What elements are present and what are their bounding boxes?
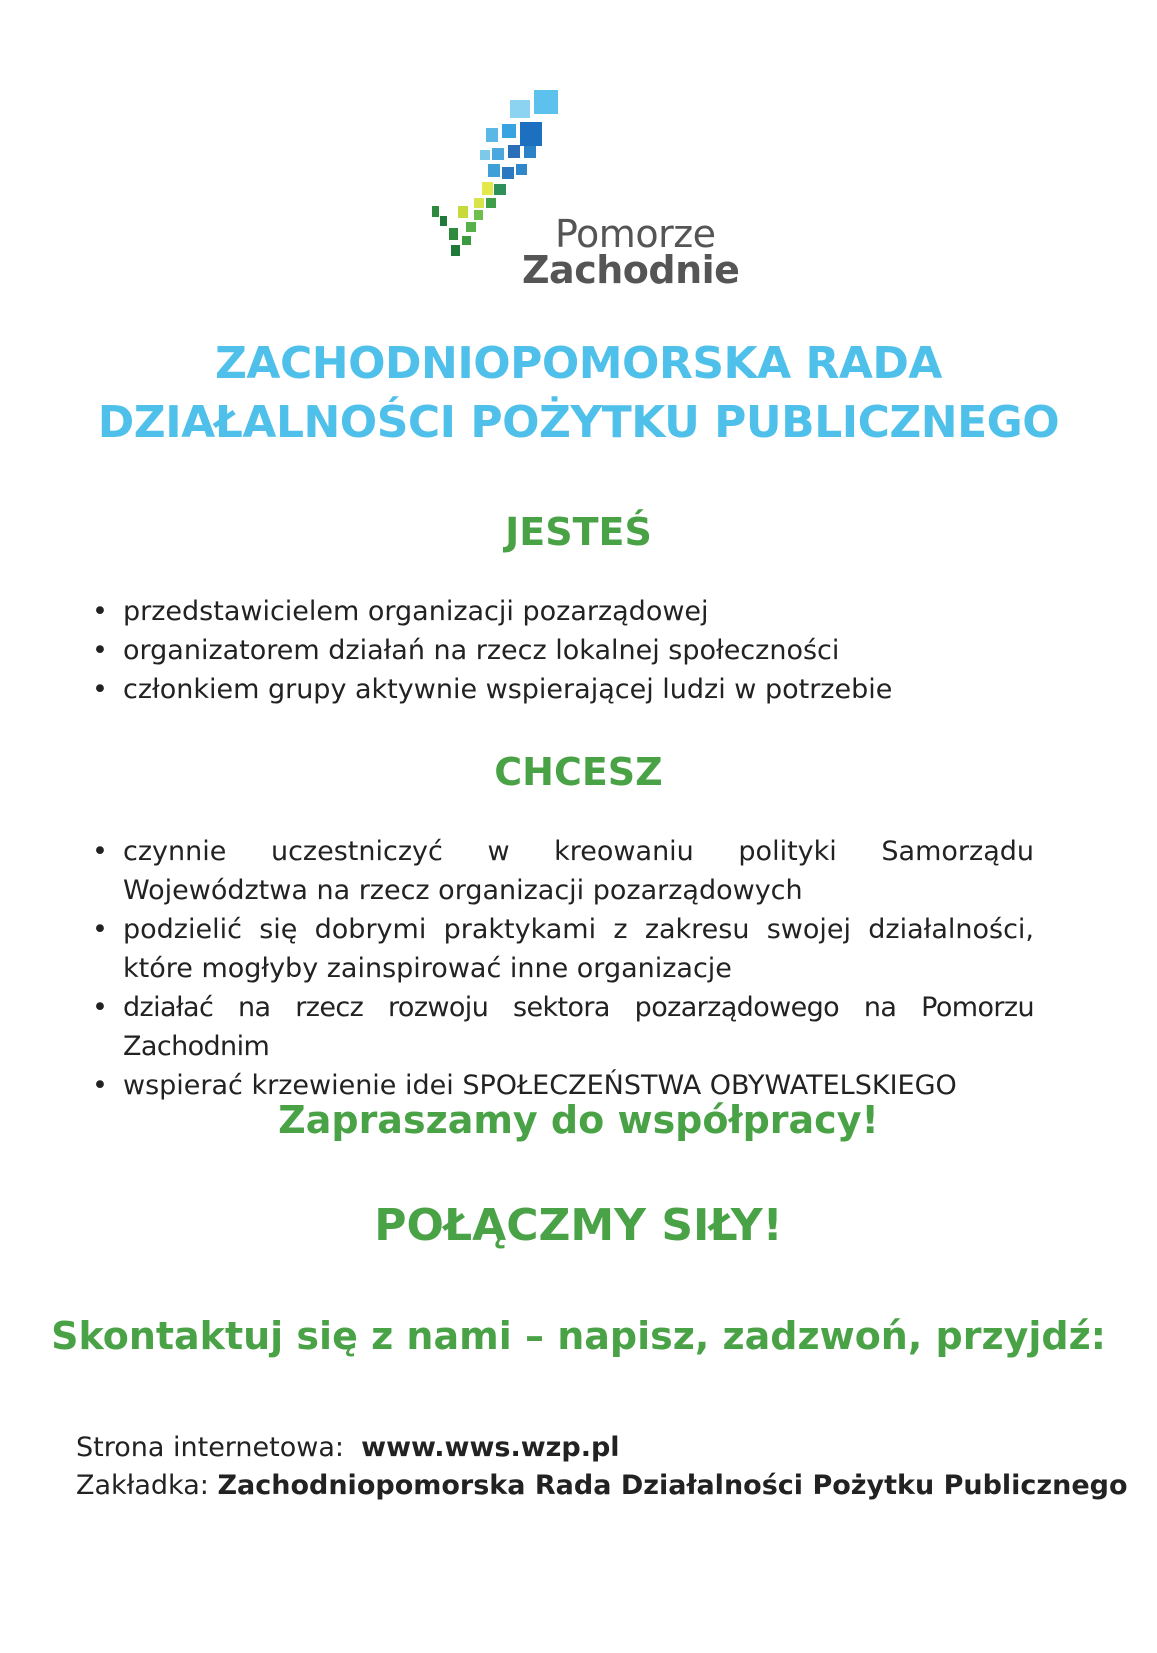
contact-text: Skontaktuj się z nami – napisz, zadzwoń, przyjdź: (51, 1314, 1106, 1358)
list-item: • działać na rzecz rozwoju sektora pozarządowego na Pomorzu Zachodnim (92, 992, 1034, 1062)
logo (430, 88, 740, 298)
title-line-1: ZACHODNIOPOMORSKA RADA (215, 338, 942, 389)
tab-value: Zachodniopomorska Rada Działalności Pożytku Publicznego (217, 1470, 1128, 1501)
logo-text-pomorze: Pomorze (555, 212, 716, 256)
list-item: • przedstawicielem organizacji pozarządowej (92, 596, 709, 627)
website-label: Strona internetowa: (76, 1432, 344, 1463)
logo-text-zachodnie: Zachodnie (522, 248, 740, 292)
footer-website (76, 1428, 620, 1468)
list-item: • członkiem grupy aktywnie wspierającej ludzi w potrzebie (92, 674, 893, 705)
heading-chcesz: CHCESZ (494, 750, 663, 794)
slogan-text: POŁĄCZMY SIŁY! (374, 1200, 783, 1251)
invite-text: Zapraszamy do współpracy! (278, 1098, 879, 1142)
tab-label: Zakładka: (76, 1470, 209, 1501)
list-item: • wspierać krzewienie idei SPOŁECZEŃSTWA OBYWATELSKIEGO (92, 1070, 957, 1101)
heading-jestes: JESTEŚ (505, 510, 652, 554)
list-chcesz (92, 832, 1034, 1105)
list-item: • podzielić się dobrymi praktykami z zakresu swojej działalności, które mogłyby zainspirować inne organizacje (92, 914, 1034, 984)
footer-tab (76, 1466, 1128, 1506)
list-jestes (92, 592, 1052, 709)
website-link[interactable]: www.wws.wzp.pl (361, 1432, 620, 1463)
list-item: • organizatorem działań na rzecz lokalnej społeczności (92, 635, 840, 666)
title-line-2: DZIAŁALNOŚCI POŻYTKU PUBLICZNEGO (97, 397, 1060, 448)
list-item: • czynnie uczestniczyć w kreowaniu polityki Samorządu Województwa na rzecz organizacji pozarządowych (92, 836, 1034, 906)
logo-mark-icon (430, 88, 560, 263)
